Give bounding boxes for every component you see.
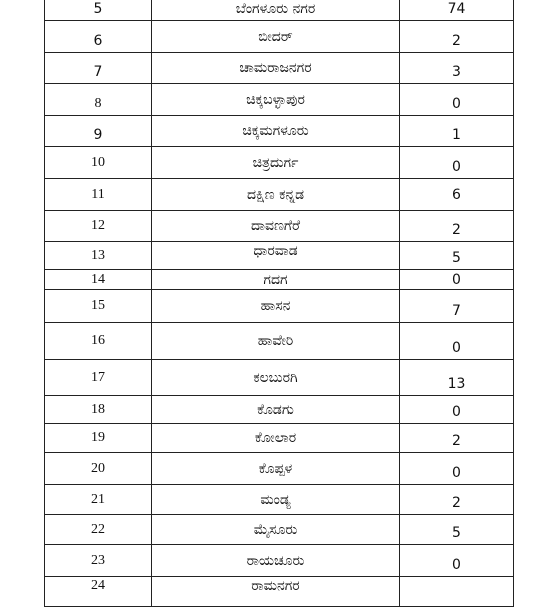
case-count: 0 [400, 323, 514, 360]
row-number: 7 [45, 53, 152, 84]
district-name: ರಾಯಚೂರು [152, 545, 400, 577]
case-count: 0 [400, 147, 514, 179]
case-count [400, 577, 514, 607]
table-row [45, 0, 514, 21]
district-name: ಧಾರವಾಡ [152, 242, 400, 270]
district-name: ಬೆಂಗಳೂರು ನಗರ [152, 0, 400, 21]
case-count: 2 [400, 424, 514, 453]
row-number: 24 [45, 577, 152, 607]
district-name: ಗದಗ [152, 270, 400, 290]
district-name: ಕಲಬುರಗಿ [152, 360, 400, 396]
table-row [45, 270, 514, 290]
case-count: 0 [400, 270, 514, 290]
row-number: 20 [45, 453, 152, 485]
case-count: 0 [400, 396, 514, 424]
row-number: 9 [45, 116, 152, 147]
district-name: ಕೊಡಗು [152, 396, 400, 424]
row-number: 15 [45, 290, 152, 323]
district-name: ಕೋಲಾರ [152, 424, 400, 453]
table-row [45, 179, 514, 211]
district-name: ದಕ್ಷಿಣ ಕನ್ನಡ [152, 179, 400, 211]
table-row [45, 290, 514, 323]
table-row [45, 84, 514, 116]
case-count: 3 [400, 53, 514, 84]
district-name: ಕೊಪ್ಪಳ [152, 453, 400, 485]
table-row [45, 545, 514, 577]
table-row [45, 577, 514, 607]
table-row [45, 21, 514, 53]
district-name: ರಾಮನಗರ [152, 577, 400, 607]
case-count: 1 [400, 116, 514, 147]
table-row [45, 453, 514, 485]
row-number: 14 [45, 270, 152, 290]
case-count: 5 [400, 515, 514, 545]
row-number: 12 [45, 211, 152, 242]
case-count: 6 [400, 179, 514, 211]
district-name: ಹಾಸನ [152, 290, 400, 323]
row-number: 19 [45, 424, 152, 453]
table-row [45, 396, 514, 424]
table-row [45, 242, 514, 270]
district-name: ಚಿಕ್ಕಮಗಳೂರು [152, 116, 400, 147]
table-row [45, 360, 514, 396]
case-count: 0 [400, 545, 514, 577]
district-name: ಚಿತ್ರದುರ್ಗ [152, 147, 400, 179]
table-row [45, 53, 514, 84]
case-count: 0 [400, 84, 514, 116]
case-count: 13 [400, 360, 514, 396]
table-row [45, 424, 514, 453]
case-count: 2 [400, 21, 514, 53]
district-count-table [44, 0, 514, 607]
district-name: ಹಾವೇರಿ [152, 323, 400, 360]
case-count: 7 [400, 290, 514, 323]
row-number: 8 [45, 84, 152, 116]
case-count: 2 [400, 211, 514, 242]
row-number: 17 [45, 360, 152, 396]
row-number: 23 [45, 545, 152, 577]
table-row [45, 485, 514, 515]
district-name: ಚಿಕ್ಕಬಳ್ಳಾಪುರ [152, 84, 400, 116]
case-count: 0 [400, 453, 514, 485]
row-number: 16 [45, 323, 152, 360]
row-number: 21 [45, 485, 152, 515]
case-count: 74 [400, 0, 514, 21]
case-count: 5 [400, 242, 514, 270]
district-name: ಮೈಸೂರು [152, 515, 400, 545]
district-name: ಬೀದರ್ [152, 21, 400, 53]
district-name: ಮಂಡ್ಯ [152, 485, 400, 515]
row-number: 13 [45, 242, 152, 270]
district-name: ಚಾಮರಾಜನಗರ [152, 53, 400, 84]
district-name: ದಾವಣಗೆರೆ [152, 211, 400, 242]
row-number: 11 [45, 179, 152, 211]
table-row [45, 211, 514, 242]
table-row [45, 515, 514, 545]
row-number: 22 [45, 515, 152, 545]
row-number: 10 [45, 147, 152, 179]
row-number: 18 [45, 396, 152, 424]
table-row [45, 323, 514, 360]
row-number: 5 [45, 0, 152, 21]
row-number: 6 [45, 21, 152, 53]
table-row [45, 147, 514, 179]
table-row [45, 116, 514, 147]
case-count: 2 [400, 485, 514, 515]
